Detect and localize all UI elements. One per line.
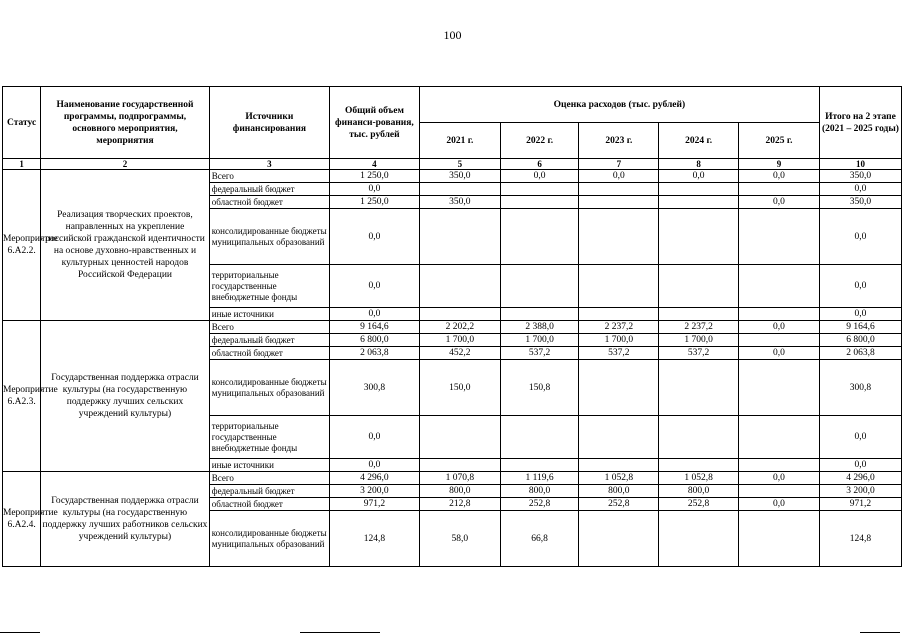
year-2023-cell xyxy=(579,459,659,472)
year-2025-cell xyxy=(739,416,820,459)
result-cell: 9 164,6 xyxy=(819,321,901,334)
source-cell: федеральный бюджет xyxy=(209,183,329,196)
year-2024-cell: 1 700,0 xyxy=(659,334,739,347)
source-cell: Всего xyxy=(209,321,329,334)
year-2025-cell xyxy=(739,511,820,567)
column-number: 7 xyxy=(579,159,659,170)
year-2025-cell: 0,0 xyxy=(739,347,820,360)
year-2021-cell xyxy=(419,183,500,196)
year-2021-cell: 2 202,2 xyxy=(419,321,500,334)
result-cell: 2 063,8 xyxy=(819,347,901,360)
year-2025-cell: 0,0 xyxy=(739,170,820,183)
column-number: 10 xyxy=(819,159,901,170)
budget-table xyxy=(2,86,902,567)
header-year: 2024 г. xyxy=(659,123,739,159)
total-cell: 3 200,0 xyxy=(329,485,419,498)
header-year: 2023 г. xyxy=(579,123,659,159)
status-cell: Мероприятие 6.А2.3. xyxy=(3,321,41,472)
year-2021-cell: 1 070,8 xyxy=(419,472,500,485)
source-cell: федеральный бюджет xyxy=(209,334,329,347)
year-2023-cell xyxy=(579,416,659,459)
year-2022-cell xyxy=(500,196,579,209)
header-year: 2025 г. xyxy=(739,123,820,159)
year-2024-cell xyxy=(659,416,739,459)
year-2021-cell: 1 700,0 xyxy=(419,334,500,347)
result-cell: 0,0 xyxy=(819,209,901,265)
year-2023-cell xyxy=(579,265,659,308)
year-2021-cell: 452,2 xyxy=(419,347,500,360)
year-2025-cell: 0,0 xyxy=(739,321,820,334)
result-cell: 300,8 xyxy=(819,360,901,416)
source-cell: иные источники xyxy=(209,459,329,472)
total-cell: 971,2 xyxy=(329,498,419,511)
source-cell: федеральный бюджет xyxy=(209,485,329,498)
total-cell: 6 800,0 xyxy=(329,334,419,347)
year-2022-cell: 0,0 xyxy=(500,170,579,183)
year-2025-cell xyxy=(739,485,820,498)
source-cell: территориальные государственные внебюджетные фонды xyxy=(209,416,329,459)
year-2023-cell: 252,8 xyxy=(579,498,659,511)
year-2021-cell: 58,0 xyxy=(419,511,500,567)
scan-mark xyxy=(860,632,900,633)
year-2022-cell xyxy=(500,265,579,308)
year-2023-cell xyxy=(579,209,659,265)
year-2024-cell xyxy=(659,511,739,567)
result-cell: 124,8 xyxy=(819,511,901,567)
column-number: 5 xyxy=(419,159,500,170)
source-cell: консолидированные бюджеты муниципальных образований xyxy=(209,511,329,567)
activity-name: Государственная поддержка отрасли культуры (на государственную поддержку лучших сельских учреждений культуры) xyxy=(41,321,210,472)
year-2022-cell: 150,8 xyxy=(500,360,579,416)
header-status: Статус xyxy=(3,87,41,159)
year-2025-cell: 0,0 xyxy=(739,196,820,209)
year-2022-cell xyxy=(500,183,579,196)
year-2024-cell: 2 237,2 xyxy=(659,321,739,334)
year-2023-cell xyxy=(579,183,659,196)
source-cell: территориальные государственные внебюджетные фонды xyxy=(209,265,329,308)
result-cell: 4 296,0 xyxy=(819,472,901,485)
page-number: 100 xyxy=(443,28,462,42)
column-number: 8 xyxy=(659,159,739,170)
year-2025-cell xyxy=(739,334,820,347)
year-2022-cell: 66,8 xyxy=(500,511,579,567)
year-2022-cell xyxy=(500,308,579,321)
year-2025-cell xyxy=(739,308,820,321)
column-number: 4 xyxy=(329,159,419,170)
source-cell: консолидированные бюджеты муниципальных образований xyxy=(209,360,329,416)
total-cell: 0,0 xyxy=(329,183,419,196)
activity-name: Реализация творческих проектов, направленных на укрепление российской гражданской идентичности на основе духовно-нравственных и культурных ценностей народов Российской Федерации xyxy=(41,170,210,321)
status-cell: Мероприятие 6.А2.2. xyxy=(3,170,41,321)
year-2021-cell: 800,0 xyxy=(419,485,500,498)
year-2023-cell xyxy=(579,196,659,209)
total-cell: 4 296,0 xyxy=(329,472,419,485)
year-2021-cell xyxy=(419,209,500,265)
year-2025-cell xyxy=(739,360,820,416)
header-name: Наименование государственной программы, подпрограммы, основного мероприятия, мероприятия xyxy=(41,87,210,159)
year-2024-cell xyxy=(659,196,739,209)
scan-mark xyxy=(0,632,40,633)
table-row xyxy=(3,472,902,485)
year-2024-cell xyxy=(659,360,739,416)
year-2021-cell xyxy=(419,459,500,472)
year-2022-cell: 800,0 xyxy=(500,485,579,498)
column-number: 1 xyxy=(3,159,41,170)
source-cell: консолидированные бюджеты муниципальных образований xyxy=(209,209,329,265)
year-2023-cell xyxy=(579,360,659,416)
total-cell: 2 063,8 xyxy=(329,347,419,360)
table-row xyxy=(3,321,902,334)
header-total: Общий объем финанси-рования, тыс. рублей xyxy=(329,87,419,159)
result-cell: 6 800,0 xyxy=(819,334,901,347)
total-cell: 1 250,0 xyxy=(329,170,419,183)
header-source: Источники финансирования xyxy=(209,87,329,159)
result-cell: 0,0 xyxy=(819,265,901,308)
year-2022-cell xyxy=(500,459,579,472)
source-cell: Всего xyxy=(209,472,329,485)
activity-name: Государственная поддержка отрасли культуры (на государственную поддержку лучших работников сельских учреждений культуры) xyxy=(41,472,210,567)
year-2021-cell: 212,8 xyxy=(419,498,500,511)
result-cell: 971,2 xyxy=(819,498,901,511)
year-2024-cell: 252,8 xyxy=(659,498,739,511)
year-2025-cell xyxy=(739,459,820,472)
total-cell: 0,0 xyxy=(329,209,419,265)
year-2025-cell xyxy=(739,209,820,265)
year-2023-cell xyxy=(579,511,659,567)
year-2024-cell xyxy=(659,183,739,196)
source-cell: областной бюджет xyxy=(209,347,329,360)
total-cell: 9 164,6 xyxy=(329,321,419,334)
year-2024-cell: 537,2 xyxy=(659,347,739,360)
source-cell: областной бюджет xyxy=(209,196,329,209)
year-2023-cell xyxy=(579,308,659,321)
header-year: 2021 г. xyxy=(419,123,500,159)
source-cell: Всего xyxy=(209,170,329,183)
column-number: 2 xyxy=(41,159,210,170)
year-2025-cell xyxy=(739,265,820,308)
year-2024-cell xyxy=(659,265,739,308)
total-cell: 0,0 xyxy=(329,416,419,459)
year-2021-cell: 150,0 xyxy=(419,360,500,416)
header-year: 2022 г. xyxy=(500,123,579,159)
year-2022-cell: 537,2 xyxy=(500,347,579,360)
year-2022-cell: 1 119,6 xyxy=(500,472,579,485)
result-cell: 350,0 xyxy=(819,170,901,183)
year-2023-cell: 800,0 xyxy=(579,485,659,498)
total-cell: 0,0 xyxy=(329,459,419,472)
total-cell: 0,0 xyxy=(329,308,419,321)
year-2021-cell xyxy=(419,308,500,321)
year-2022-cell: 252,8 xyxy=(500,498,579,511)
year-2025-cell: 0,0 xyxy=(739,498,820,511)
year-2022-cell xyxy=(500,416,579,459)
year-2023-cell: 537,2 xyxy=(579,347,659,360)
year-2024-cell xyxy=(659,308,739,321)
year-2021-cell xyxy=(419,416,500,459)
year-2022-cell: 2 388,0 xyxy=(500,321,579,334)
total-cell: 1 250,0 xyxy=(329,196,419,209)
year-2025-cell: 0,0 xyxy=(739,472,820,485)
year-2024-cell: 800,0 xyxy=(659,485,739,498)
year-2024-cell xyxy=(659,459,739,472)
source-cell: иные источники xyxy=(209,308,329,321)
result-cell: 0,0 xyxy=(819,183,901,196)
result-cell: 3 200,0 xyxy=(819,485,901,498)
year-2021-cell xyxy=(419,265,500,308)
year-2021-cell: 350,0 xyxy=(419,196,500,209)
result-cell: 0,0 xyxy=(819,459,901,472)
year-2024-cell: 0,0 xyxy=(659,170,739,183)
column-numbers-row xyxy=(3,159,902,170)
total-cell: 300,8 xyxy=(329,360,419,416)
year-2023-cell: 1 052,8 xyxy=(579,472,659,485)
header-result: Итого на 2 этапе (2021 – 2025 годы) xyxy=(819,87,901,159)
scan-mark xyxy=(300,632,380,633)
year-2023-cell: 1 700,0 xyxy=(579,334,659,347)
year-2022-cell: 1 700,0 xyxy=(500,334,579,347)
source-cell: областной бюджет xyxy=(209,498,329,511)
year-2023-cell: 0,0 xyxy=(579,170,659,183)
total-cell: 0,0 xyxy=(329,265,419,308)
status-cell: Мероприятие 6.А2.4. xyxy=(3,472,41,567)
year-2022-cell xyxy=(500,209,579,265)
column-number: 3 xyxy=(209,159,329,170)
table-row xyxy=(3,170,902,183)
column-number: 9 xyxy=(739,159,820,170)
year-2024-cell: 1 052,8 xyxy=(659,472,739,485)
year-2024-cell xyxy=(659,209,739,265)
year-2021-cell: 350,0 xyxy=(419,170,500,183)
result-cell: 0,0 xyxy=(819,308,901,321)
result-cell: 350,0 xyxy=(819,196,901,209)
year-2025-cell xyxy=(739,183,820,196)
year-2023-cell: 2 237,2 xyxy=(579,321,659,334)
result-cell: 0,0 xyxy=(819,416,901,459)
header-estimate: Оценка расходов (тыс. рублей) xyxy=(419,87,819,123)
total-cell: 124,8 xyxy=(329,511,419,567)
column-number: 6 xyxy=(500,159,579,170)
